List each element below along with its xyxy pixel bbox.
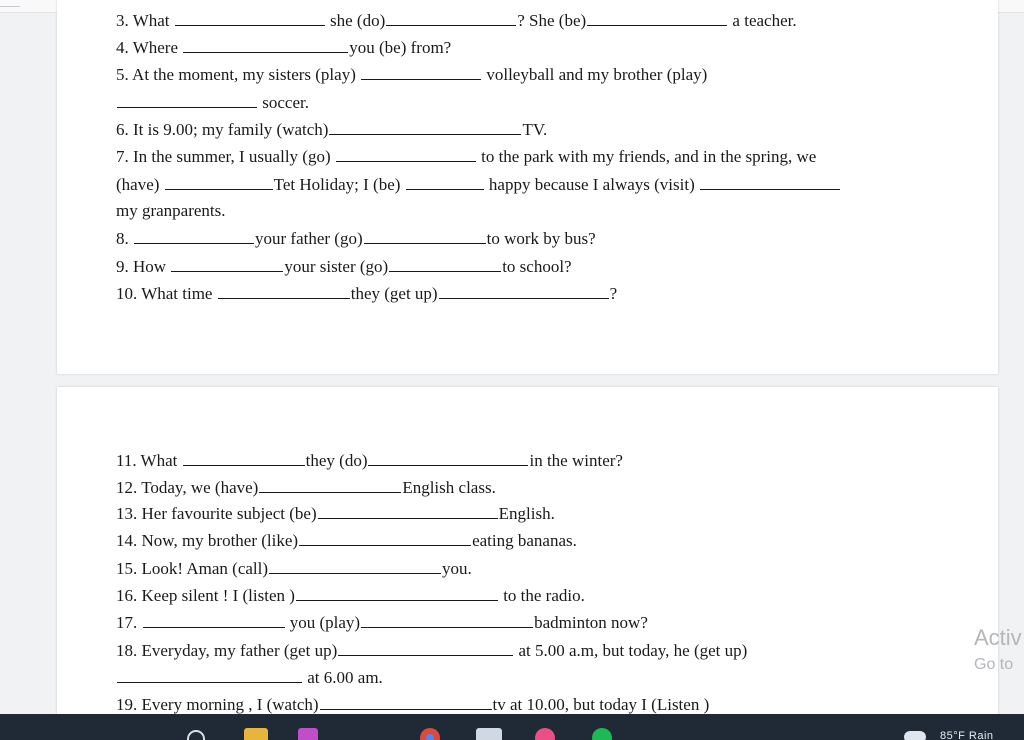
answer-blank[interactable] (183, 37, 348, 53)
exercise-text: happy because I always (visit) (484, 175, 699, 194)
exercise-text: ? (609, 284, 618, 303)
answer-blank[interactable] (117, 92, 257, 108)
exercise-line (116, 694, 709, 715)
exercise-text: 3. What (116, 11, 174, 30)
exercise-line (116, 450, 623, 471)
exercise-line (116, 256, 572, 277)
spotify-icon[interactable] (592, 728, 612, 740)
answer-blank[interactable] (134, 228, 254, 244)
exercise-text: Tet Holiday; I (be) (273, 175, 405, 194)
exercise-text: TV. (522, 120, 548, 139)
exercise-text: volleyball and my brother (play) (482, 65, 708, 84)
exercise-line (116, 174, 841, 195)
exercise-text: 13. Her favourite subject (be) (116, 504, 317, 523)
answer-blank[interactable] (320, 694, 492, 710)
answer-blank[interactable] (336, 146, 476, 162)
exercise-text: in the winter? (529, 451, 623, 470)
exercise-line (116, 146, 816, 167)
chrome-icon[interactable] (420, 728, 440, 740)
exercise-text: 9. How (116, 257, 171, 276)
app-grid-icon[interactable] (476, 728, 502, 740)
exercise-text: 4. Where (116, 38, 183, 57)
exercise-text: your sister (go) (284, 257, 389, 276)
exercise-text: soccer. (258, 93, 309, 112)
exercise-text: they (get up) (350, 284, 438, 303)
exercise-text: 16. Keep silent ! I (listen ) (116, 586, 295, 605)
exercise-text: ? She (be) (517, 11, 587, 30)
exercise-text: they (do) (305, 451, 368, 470)
exercise-text: 19. Every morning , I (watch) (116, 695, 319, 714)
exercise-text: 10. What time (116, 284, 217, 303)
answer-blank[interactable] (259, 477, 401, 493)
exercise-line (116, 92, 309, 113)
answer-blank[interactable] (269, 558, 441, 574)
answer-blank[interactable] (406, 174, 484, 190)
exercise-line (116, 477, 496, 498)
answer-blank[interactable] (329, 119, 521, 135)
exercise-text: you. (442, 559, 472, 578)
exercise-text: 14. Now, my brother (like) (116, 531, 299, 550)
exercise-text: to school? (502, 257, 572, 276)
answer-blank[interactable] (368, 450, 528, 466)
exercise-line (116, 558, 472, 579)
exercise-line (116, 228, 596, 249)
messenger-icon[interactable] (535, 728, 555, 740)
answer-blank[interactable] (361, 64, 481, 80)
exercise-line (116, 667, 383, 688)
answer-blank[interactable] (361, 612, 533, 628)
exercise-line (116, 640, 747, 661)
exercise-text: she (do) (325, 11, 386, 30)
exercise-line (116, 10, 797, 31)
answer-blank[interactable] (117, 667, 302, 683)
exercise-text: 12. Today, we (have) (116, 478, 259, 497)
answer-blank[interactable] (175, 10, 325, 26)
toolbar-edge (0, 0, 20, 7)
exercise-text: to the park with my friends, and in the spring, we (476, 147, 817, 166)
answer-blank[interactable] (318, 503, 498, 519)
answer-blank[interactable] (296, 585, 498, 601)
answer-blank[interactable] (165, 174, 273, 190)
exercise-text: 7. In the summer, I usually (go) (116, 147, 335, 166)
answer-blank[interactable] (700, 174, 840, 190)
exercise-line (116, 530, 577, 551)
exercise-text: eating bananas. (472, 531, 577, 550)
exercise-text: to the radio. (498, 586, 585, 605)
exercise-line (116, 283, 617, 304)
exercise-text: 8. (116, 229, 133, 248)
exercise-text: 18. Everyday, my father (get up) (116, 641, 338, 660)
answer-blank[interactable] (386, 10, 516, 26)
answer-blank[interactable] (439, 283, 609, 299)
answer-blank[interactable] (171, 256, 283, 272)
exercise-text: you (play) (285, 613, 361, 632)
answer-blank[interactable] (587, 10, 727, 26)
exercise-text: badminton now? (534, 613, 648, 632)
exercise-text: English. (498, 504, 555, 523)
activate-windows-watermark: Activ (974, 625, 1022, 650)
exercise-text: at 5.00 a.m, but today, he (get up) (514, 641, 748, 660)
answer-blank[interactable] (183, 450, 305, 466)
exercise-text: 17. (116, 613, 142, 632)
weather-icon[interactable] (904, 731, 926, 740)
answer-blank[interactable] (299, 530, 471, 546)
exercise-text: a teacher. (728, 11, 797, 30)
exercise-line (116, 612, 648, 633)
exercise-text: my granparents. (116, 201, 226, 220)
weather-text: 85°F Rain (940, 730, 994, 740)
taskbar (0, 714, 1024, 740)
exercise-text: 15. Look! Aman (call) (116, 559, 269, 578)
exercise-line (116, 64, 707, 85)
exercise-text: 5. At the moment, my sisters (play) (116, 65, 361, 84)
exercise-line (116, 37, 451, 58)
exercise-text: you (be) from? (349, 38, 452, 57)
exercise-text: to work by bus? (486, 229, 596, 248)
exercise-text: 11. What (116, 451, 182, 470)
exercise-text: (have) (116, 175, 164, 194)
answer-blank[interactable] (338, 640, 513, 656)
exercise-text: tv at 10.00, but today I (Listen ) (492, 695, 710, 714)
exercise-line (116, 585, 585, 606)
exercise-text: English class. (402, 478, 496, 497)
exercise-line (116, 201, 226, 221)
activate-windows-subtext: Go to (974, 656, 1014, 673)
store-icon[interactable] (298, 728, 318, 740)
answer-blank[interactable] (364, 228, 486, 244)
exercise-line (116, 503, 555, 524)
answer-blank[interactable] (218, 283, 350, 299)
file-explorer-icon[interactable] (244, 728, 268, 740)
exercise-text: at 6.00 am. (303, 668, 383, 687)
answer-blank[interactable] (143, 612, 285, 628)
exercise-text: 6. It is 9.00; my family (watch) (116, 120, 329, 139)
exercise-text: your father (go) (255, 229, 363, 248)
search-icon[interactable] (187, 730, 205, 740)
answer-blank[interactable] (389, 256, 501, 272)
exercise-line (116, 119, 547, 140)
